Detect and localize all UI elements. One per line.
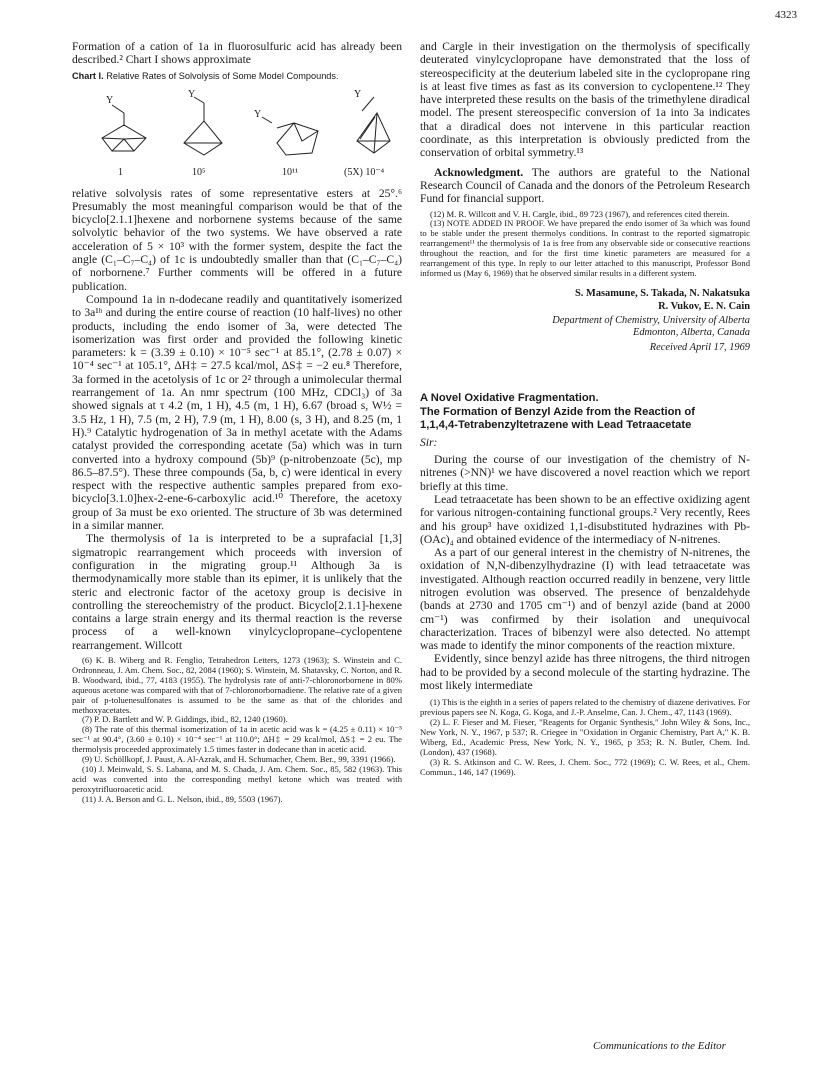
right-paragraph-3: Lead tetraacetate has been shown to be an effective oxidizing agent for various nitrogen-containing functional groups.² Very recently, Rees and his group³ have oxidized 1,1-disubstituted hydrazines with Pb-(OAc)₄ and obtained evidence of the intermediacy of N-nitrenes. <box>420 492 750 546</box>
footnote-9: (9) U. Schöllkopf, J. Paust, A. Al-Azrak, and H. Schumacher, Chem. Ber., 99, 3391 (1966). <box>82 754 396 765</box>
right-footnotes <box>420 210 750 279</box>
footnote-8: (8) The rate of this thermal isomerization of 1a in acetic acid was k = (4.25 ± 0.11) × 10⁻⁵ sec⁻¹ at 90.4°, (3.60 ± 0.10) × 10⁻⁴ sec⁻¹ at 110.0°; ΔH‡ = 29 kcal/mol, ΔS‡ = 2 eu. The thermolysis proceeded approximately 1.5 times faster in dodecane than in acetic acid. <box>72 724 402 755</box>
left-footnotes <box>72 656 402 805</box>
footnote-10: (10) J. Meinwald, S. S. Labana, and M. S. Chada, J. Am. Chem. Soc., 85, 582 (1963). This acid was converted into the corresponding methyl ketone which was treated with peroxytrifluoroacetic acid. <box>72 763 402 794</box>
right-paragraph-1: and Cargle in their investigation on the thermolysis of specifically deuterated vinylcyclopropane have demonstrated that the loss of stereospecificity at the deuterium labeled site in the cyclopropane ring is at least five times as fast as its conversion to cyclopentene.¹² They have interpreted these results on the basis of the trimethylene diradical model. The present stereospecific conversion of 1a into 3a indicates that a diradical does not intervene in this particular reaction coordinate, as this interpretation is obviously predicted from the conservation of orbital symmetry.¹³ <box>420 40 750 160</box>
ack-text: The authors are grateful to the National Research Council of Canada and the donors of the Petroleum Research Fund for financial support. <box>420 165 750 206</box>
right-paragraph-5: Evidently, since benzyl azide has three nitrogens, the third nitrogen had to be provided by a second molecule of the starting hydrazine. The most likely intermediate <box>420 652 750 693</box>
affiliation-line-2: Edmonton, Alberta, Canada <box>633 327 750 339</box>
right-paragraph-4: As a part of our general interest in the chemistry of N-nitrenes, the oxidation of N,N-dibenzylhydrazine (I) with lead tetraacetate was investigated. Although reaction occurred readily in benzene, very little nitrogen evolution was observed. The presence of benzaldehyde (bands at 2730 and 1705 cm⁻¹) and of benzyl azide (band at 2000 cm⁻¹) was confirmed by their isolation and unequivocal characterization. Traces of bibenzyl were also detected. No attempt was made to identify the minor components of the reaction mixture. <box>420 546 750 653</box>
y-label-1: Y <box>106 94 114 106</box>
y-label-3: Y <box>254 108 262 120</box>
structure-1 <box>102 105 146 151</box>
footnote-13: (13) NOTE ADDED IN PROOF. We have prepared the endo isomer of 3a which was found to be stable under the present thermolys conditions. In contrast to the reported sigmatropic rearrangement¹¹ the thermolysis of 1a is free from any observable side or consecutive reactions throughout the reaction, and for the first time kinetic parameters are measured for a rearrangement of this type. In reply to our letter attached to this manuscript, Professor Bond informed us (May 6, 1969) that he observed similar results in a different system. <box>420 218 750 278</box>
salutation: Sir: <box>420 436 438 450</box>
structure-3 <box>262 117 318 155</box>
received-date: Received April 17, 1969 <box>649 341 750 353</box>
intro-paragraph: Formation of a cation of 1a in fluorosulfuric acid has already been described.² Chart I shows approximate <box>72 40 402 67</box>
left-column <box>72 40 402 805</box>
footnote-7: (7) P. D. Bartlett and W. P. Giddings, ibid., 82, 1240 (1960). <box>82 714 288 725</box>
page-number: 4323 <box>775 9 797 21</box>
chart-caption-label: Chart I. <box>72 70 104 81</box>
chart-caption <box>72 71 402 81</box>
left-paragraph-1: relative solvolysis rates of some representative esters at 25°.⁶ Presumably the most meaningful comparison would be that of the bicyclo[2.1.1]hexene and norbornene systems because of the same solvolytic behavior of the two systems. We have observed a rate acceleration of 5 × 10³ with the former system, despite the fact the angle (C₁–C₇–C₄) of 1c is undoubtedly smaller than that (C₁–C₇–C₄) of norbornene.⁷ Further comments will be offered in a future publication. <box>72 186 402 293</box>
figure-label-1: 1 <box>118 166 123 178</box>
footnote-2: (2) L. F. Fieser and M. Fieser, "Reagents for Organic Synthesis," John Wiley & Sons, Inc., New York, N. Y., 1967, p 537; R. Criegee in "Oxidation in Organic Chemistry, Part A," K. B. Wiberg, Ed., Academic Press, New York, N. Y., 1965, p 353; R. N. Butler, Chem. Ind. (London), 437 (1968). <box>420 717 750 757</box>
authors-line-2: R. Vukov, E. N. Cain <box>658 300 750 312</box>
left-paragraph-3: The thermolysis of 1a is interpreted to be a suprafacial [1,3] sigmatropic rearrangement which proceeds with inversion of configuration in the migrating group.¹¹ Although 3a is thermodynamically more stable than its epimer, it is unlikely that the steric and electronic factor of the acetoxy group is decisive in controlling the stereochemistry of the product. Bicyclo[2.1.1]-hexene contains a large strain energy and its thermal reaction is the reverse process of a well-known vinylcyclopropane–cyclopentene rearrangement. Willcott <box>72 532 402 652</box>
footnote-11: (11) J. A. Berson and G. L. Nelson, ibid., 89, 5503 (1967). <box>82 793 283 804</box>
y-label-2: Y <box>188 88 196 100</box>
acknowledgment <box>420 166 750 206</box>
affiliation-line-1: Department of Chemistry, University of Alberta <box>552 314 750 326</box>
authors-line-1: S. Masamune, S. Takada, N. Nakatsuka <box>575 287 750 299</box>
footnote-1: (1) This is the eighth in a series of papers related to the chemistry of diazene derivatives. For previous papers see N. Koga, G. Koga, and J.-P. Anselme, Can. J. Chem., 47, 1143 (1969). <box>420 697 750 718</box>
journal-section-footer: Communications to the Editor <box>593 1040 726 1052</box>
left-paragraph-2: Compound 1a in n-dodecane readily and quantitatively isomerized to 3a¹ᵇ and during the entire course of reaction (10 half-lives) no other products, including the endo isomer of 3a, were detected The isomerization was first order and provided the following kinetic parameters: k = (3.39 ± 0.10) × 10⁻⁵ sec⁻¹ at 85.1°, (2.78 ± 0.07) × 10⁻⁴ sec⁻¹ at 105.1°, ΔH‡ = 27.5 kcal/mol, ΔS‡ = −2 eu.⁸ Therefore, 3a formed in the acetolysis of 1c or 2² through a unimolecular thermal rearrangement of 1a. An nmr spectrum (100 MHz, CDCl₃) of 3a showed signals at τ 4.2 (m, 1 H), 4.5 (m, 1 H), 6.67 (broad s, W½ = 3.5 Hz, 1 H), 7.5 (m, 2 H), 7.9 (m, 1 H), 8.00 (s, 3 H), and 8.25 (m, 1 H).⁹ Catalytic hydrogenation of 3a in methyl acetate with the Adams catalyst provided the corresponding acetate (5a) which was in turn converted into a hydroxy compound (5b)⁹ (p-nitrobenzoate (5c), mp 86.5–87.5°). These three compounds (5a, b, c) were identical in every respect with the respective authentic samples prepared from exo-bicyclo[3.1.0]hex-2-ene-6-carboxylic acid.¹⁰ Therefore, the acetoxy group of 3a must be exo oriented. The structure of 3b was determined in a similar manner. <box>72 292 402 533</box>
ack-label: Acknowledgment. <box>434 165 524 179</box>
right-column <box>420 40 750 778</box>
footnote-3: (3) R. S. Atkinson and C. W. Rees, J. Chem. Soc., 772 (1969); C. W. Rees, et al., Chem. Commun., 146, 147 (1969). <box>420 756 750 777</box>
structure-2 <box>184 97 222 155</box>
figure-label-3: 10¹¹ <box>282 166 298 178</box>
structure-4 <box>357 97 390 153</box>
right-paragraph-2: During the course of our investigation of the chemistry of N-nitrenes (>NN)¹ we have discovered a novel reaction which we report briefly at this time. <box>420 453 750 493</box>
figure-label-4: (5X) 10⁻⁴ <box>344 166 385 178</box>
right-footnotes-2 <box>420 698 750 777</box>
footnote-12: (12) M. R. Willcott and V. H. Cargle, ibid., 89 723 (1967), and references cited therein. <box>430 208 730 219</box>
footnote-6: (6) K. B. Wiberg and R. Fenglio, Tetrahedron Letters, 1273 (1963); S. Winstein and C. Ordronneau, J. Am. Chem. Soc., 82, 2084 (1960); S. Winstein, M. Shatavsky, C. Norton, and R. B. Woodward, ibid., 77, 4183 (1955). The hydrolysis rate of anti-7-chloronorbornene in 80% aqueous acetone was compared with that of 7-chloronorbornadiene. The relative rate of a given pair of p-toluenesulfonates is assumed to be the same as that of the chlorides and methoxyacetates. <box>72 654 402 715</box>
structures-figure <box>72 83 402 178</box>
article-title-line-2: The Formation of Benzyl Azide from the Reaction of <box>420 405 695 418</box>
y-label-4: Y <box>354 88 362 100</box>
article-title-line-1: A Novel Oxidative Fragmentation. <box>420 392 599 405</box>
chart-caption-text: Relative Rates of Solvolysis of Some Model Compounds. <box>106 70 339 81</box>
figure-label-2: 10⁵ <box>192 166 206 178</box>
article-title-line-3: 1,1,4,4-Tetrabenzyltetrazene with Lead Tetraacetate <box>420 418 692 431</box>
